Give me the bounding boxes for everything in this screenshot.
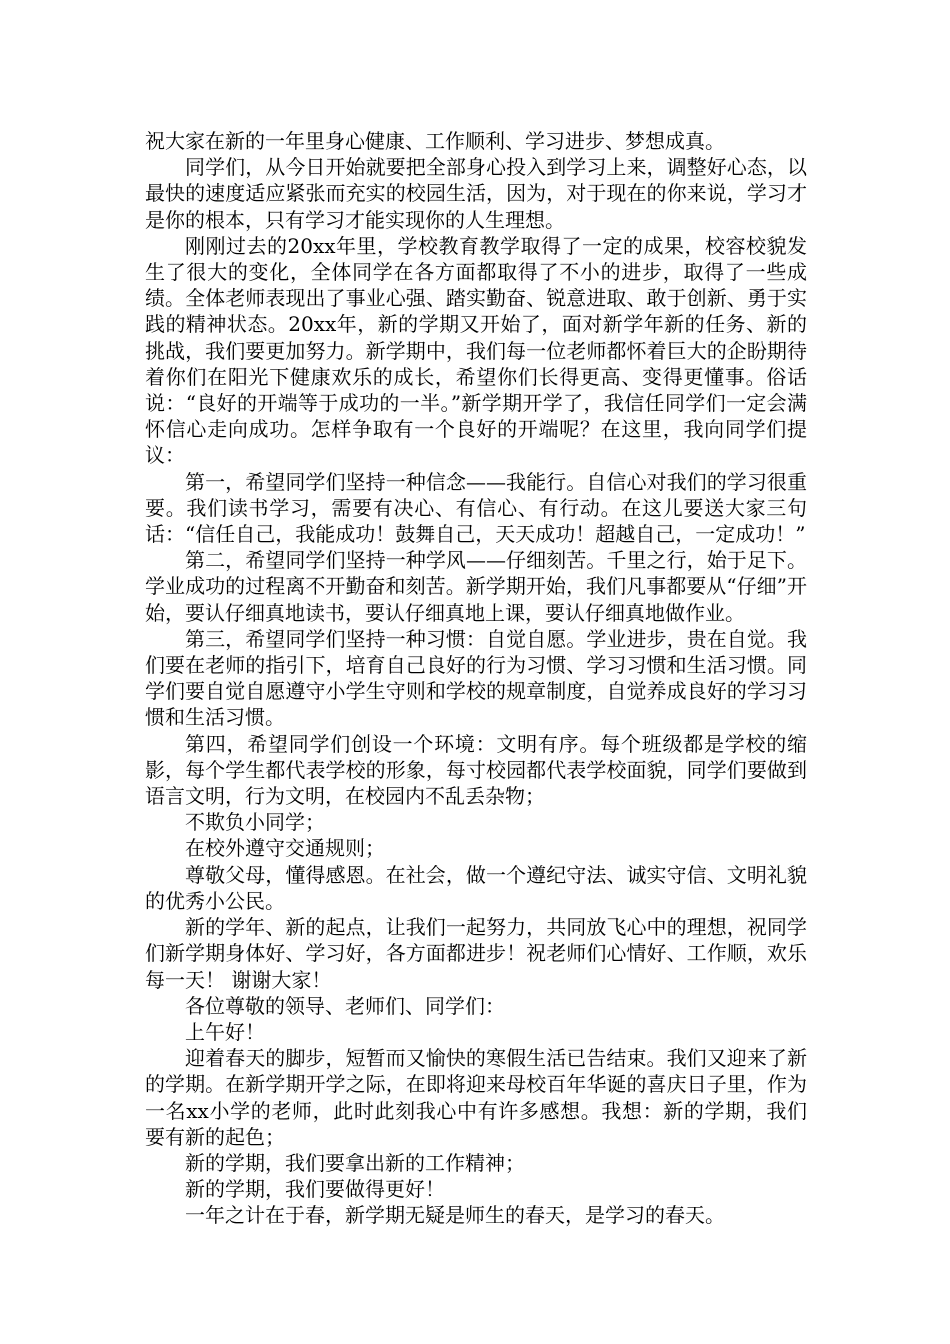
paragraph: 第四，希望同学们创设一个环境：文明有序。每个班级都是学校的缩影，每个学生都代表学校的形象，每寸校园都代表学校面貌，同学们要做到语言文明，行为文明，在校园内不乱丢杂物； [145, 731, 807, 809]
paragraph: 同学们，从今日开始就要把全部身心投入到学习上来，调整好心态，以最快的速度适应紧张而充实的校园生活，因为，对于现在的你来说，学习才是你的根本，只有学习才能实现你的人生理想。 [145, 155, 807, 232]
paragraph: 不欺负小同学； [185, 810, 325, 835]
paragraph: 在校外遵守交通规则； [185, 836, 385, 861]
document-body [145, 128, 807, 1229]
paragraph: 祝大家在新的一年里身心健康、工作顺利、学习进步、梦想成真。 [145, 129, 725, 153]
paragraph: 第三，希望同学们坚持一种习惯：自觉自愿。学业进步，贵在自觉。我们要在老师的指引下，培育自己良好的行为习惯、学习习惯和生活习惯。同学们要自觉自愿遵守小学生守则和学校的规章制度，自觉养成良好的学习习惯和生活习惯。 [145, 626, 807, 730]
paragraph: 迎着春天的脚步，短暂而又愉快的寒假生活已告结束。我们又迎来了新的学期。在新学期开学之际，在即将迎来母校百年华诞的喜庆日子里，作为一名xx小学的老师，此时此刻我心中有许多感想。我想：新的学期，我们要有新的起色； [145, 1046, 807, 1149]
paragraph: 刚刚过去的20xx年里，学校教育教学取得了一定的成果，校容校貌发生了很大的变化，全体同学在各方面都取得了不小的进步，取得了一些成绩。全体老师表现出了事业心强、踏实勤奋、锐意进取、敢于创新、勇于实践的精神状态。20xx年，新的学期又开始了，面对新学年新的任务、新的挑战，我们要更加努力。新学期中，我们每一位老师都怀着巨大的企盼期待着你们在阳光下健康欢乐的成长，希望你们长得更高、变得更懂事。俗话说：“良好的开端等于成功的一半。”新学期开学了，我信任同学们一定会满怀信心走向成功。怎样争取有一个良好的开端呢？在这里，我向同学们提议： [145, 233, 807, 468]
paragraph: 上午好！ [185, 1019, 265, 1044]
paragraph: 各位尊敬的领导、老师们、同学们： [185, 993, 505, 1018]
paragraph: 新的学期，我们要做得更好！ [185, 1177, 445, 1202]
paragraph: 第二，希望同学们坚持一种学风——仔细刻苦。千里之行，始于足下。学业成功的过程离不开勤奋和刻苦。新学期开始，我们凡事都要从“仔细”开始，要认仔细真地读书，要认仔细真地上课，要认仔细真地做作业。 [145, 548, 807, 625]
paragraph: 新的学年、新的起点，让我们一起努力，共同放飞心中的理想，祝同学们新学期身体好、学习好，各方面都进步！祝老师们心情好、工作顺，欢乐每一天！ 谢谢大家！ [145, 915, 807, 992]
paragraph: 尊敬父母，懂得感恩。在社会，做一个遵纪守法、诚实守信、文明礼貌的优秀小公民。 [145, 862, 807, 913]
paragraph: 第一，希望同学们坚持一种信念——我能行。自信心对我们的学习很重要。我们读书学习，需要有决心、有信心、有行动。在这儿要送大家三句话：“信任自己，我能成功！鼓舞自己，天天成功！超越自己，一定成功！” [145, 469, 807, 547]
paragraph: 新的学期，我们要拿出新的工作精神； [185, 1150, 525, 1175]
paragraph: 一年之计在于春，新学期无疑是师生的春天，是学习的春天。 [185, 1203, 725, 1228]
